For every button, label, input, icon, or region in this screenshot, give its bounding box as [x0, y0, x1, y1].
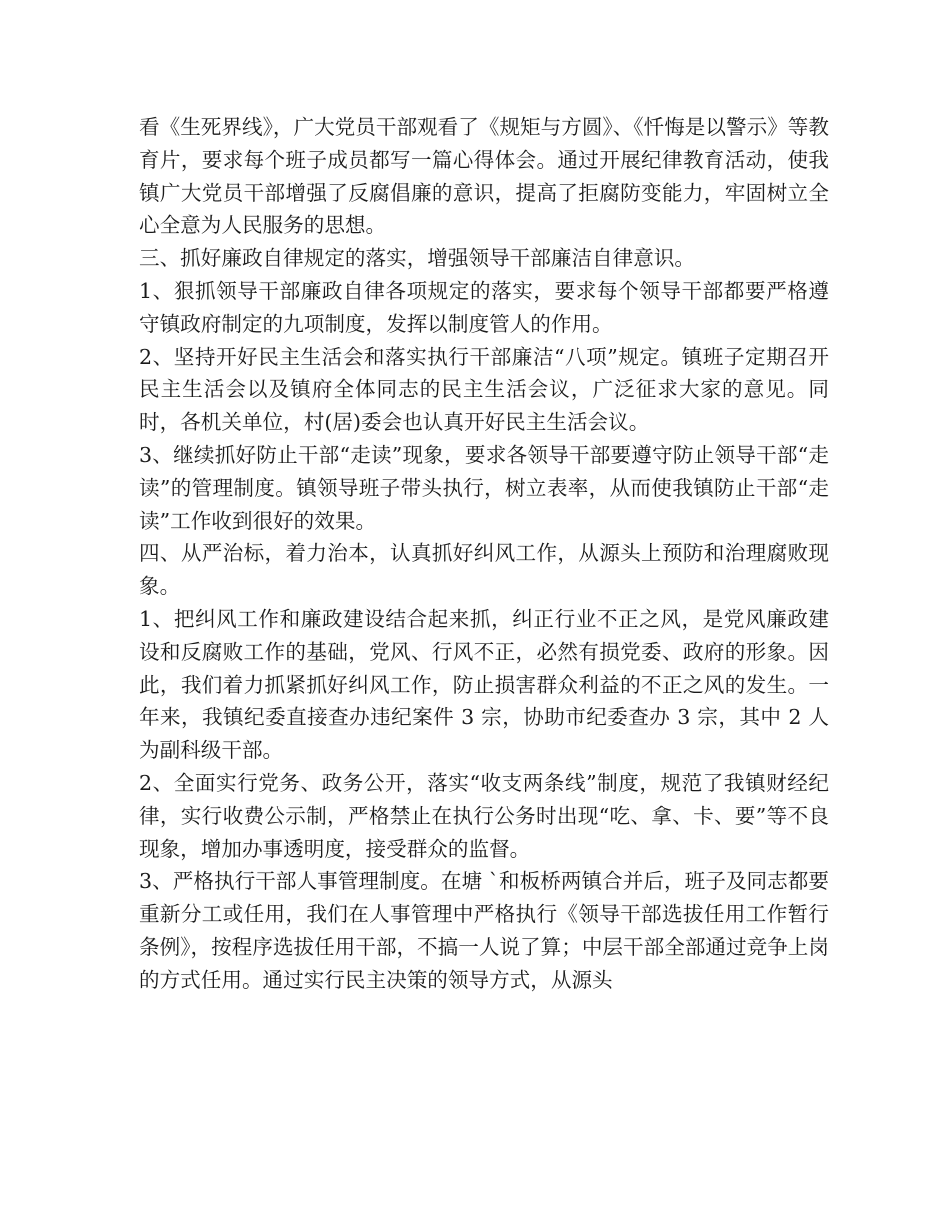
paragraph-3-1: 1、狠抓领导干部廉政自律各项规定的落实，要求每个领导干部都要严格遵守镇政府制定的九项制度，发挥以制度管人的作用。 [139, 278, 829, 336]
section-heading-3: 三、抓好廉政自律规定的落实，增强领导干部廉洁自律意识。 [139, 246, 696, 271]
paragraph-4-3: 3、严格执行干部人事管理制度。在塘 `和板桥两镇合并后，班子及同志都要重新分工或任用，我们在人事管理中严格执行《领导干部选拔任用工作暂行条例》，按程序选拔任用干部，不搞一人说了算；中层干部全部通过竞争上岗的方式任用。通过实行民主决策的领导方式，从源头 [139, 869, 829, 992]
paragraph-3-3: 3、继续抓好防止干部“走读”现象，要求各领导干部要遵守防止领导干部“走读”的管理制度。镇领导班子带头执行，树立表率，从而使我镇防止干部“走读”工作收到很好的效果。 [139, 442, 829, 533]
paragraph-4-2: 2、全面实行党务、政务公开，落实“收支两条线”制度，规范了我镇财经纪律，实行收费公示制，严格禁止在执行公务时出现“吃、拿、卡、要”等不良现象，增加办事透明度，接受群众的监督。 [139, 770, 829, 861]
paragraph-4-1: 1、把纠风工作和廉政建设结合起来抓，纠正行业不正之风，是党风廉政建设和反腐败工作的基础，党风、行风不正，必然有损党委、政府的形象。因此，我们着力抓紧抓好纠风工作，防止损害群众利益的不正之风的发生。一年来，我镇纪委直接查办违纪案件 3 宗，协助市纪委查办 3 宗，其中 2 人为副科级干部。 [139, 606, 829, 763]
paragraph-3-2: 2、坚持开好民主生活会和落实执行干部廉洁“八项”规定。镇班子定期召开民主生活会以及镇府全体同志的民主生活会议，广泛征求大家的意见。同时，各机关单位，村(居)委会也认真开好民主生活会议。 [139, 344, 829, 435]
document-body [139, 111, 829, 997]
paragraph-intro: 看《生死界线》，广大党员干部观看了《规矩与方圆》、《忏悔是以警示》等教育片，要求每个班子成员都写一篇心得体会。通过开展纪律教育活动，使我镇广大党员干部增强了反腐倡廉的意识，提高了拒腐防变能力，牢固树立全心全意为人民服务的思想。 [139, 115, 829, 238]
section-heading-4: 四、从严治标，着力治本，认真抓好纠风工作，从源头上预防和治理腐败现象。 [139, 541, 829, 599]
